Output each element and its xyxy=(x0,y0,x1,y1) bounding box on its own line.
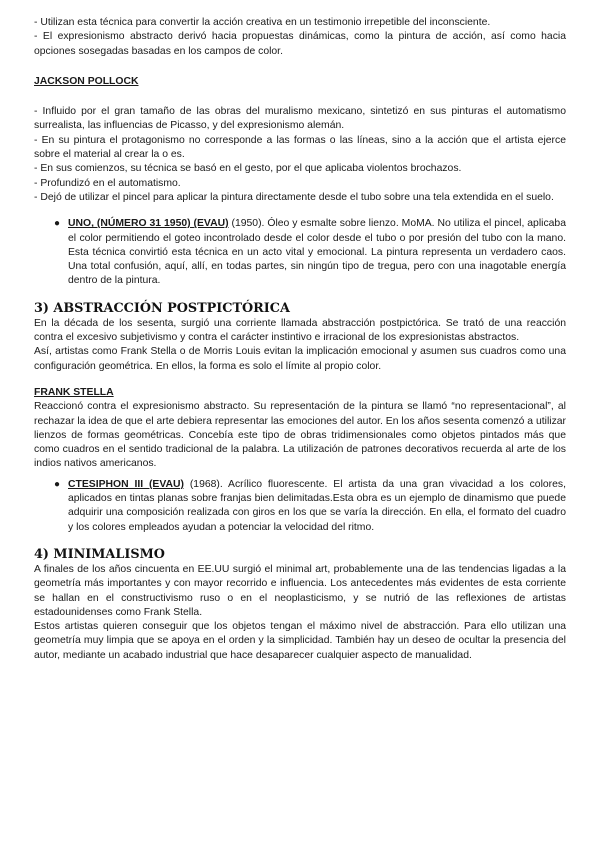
pollock-work-text: ). Óleo y esmalte sobre lienzo. MoMA. No utiliza el pincel, aplicaba el color permitiendo el goteo incontrolado desde el color desde el tubo o por presión del tubo con la mano. Esta técnica convirtió esta técnica en un acto vital y emocional. La pintura representa un verdadero caos. Una total confusión, aquí, allí, en todas partes, sin ningún tipo de tregua, pero con una inagotable energía dentro de la pintura. xyxy=(68,218,566,287)
stella-work-title: CTESIPHON III (EVAU) xyxy=(68,478,184,490)
stella-work-description xyxy=(68,478,566,535)
section-3-paragraph-1: En la década de los sesenta, surgió una corriente llamada abstracción postpictórica. Se trató de una reacción contra el excesivo subjetivismo y contra el carácter instintivo e irracional de los expresionistas abstractos. xyxy=(34,317,566,344)
pollock-point: - En sus comienzos, su técnica se basó en el gesto, por el que aplicaba violentos brochazos. xyxy=(34,163,462,175)
bullet-icon: ● xyxy=(54,218,61,230)
pollock-work-item xyxy=(34,217,566,288)
section-4-heading: 4) MINIMALISMO xyxy=(34,546,165,562)
section-4-paragraph-1: A finales de los años cincuenta en EE.UU surgió el minimal art, probablemente una de las tendencias ligadas a la geometría más importantes y con mayor recorrido e influencia. Los antecedentes más evidentes de esta corriente se hallan en el constructivismo ruso o en el neoplasticismo, y se nutrió de las reflexiones de artistas estadounidenses como Frank Stella. xyxy=(34,563,566,618)
pollock-point: - Dejó de utilizar el pincel para aplicar la pintura directamente desde el tubo sobre una tela extendida en el suelo. xyxy=(34,191,554,203)
stella-heading: FRANK STELLA xyxy=(34,386,114,398)
stella-work-text: (1968). Acrílico fluorescente. El artista da una gran vivacidad a los colores, aplicados en tintas planas sobre franjas bien delimitadas.Esta obra es un ejemplo de dinamismo que puede adquirir una composición realizada con giros en los que se varía la dirección. En ella, el formato del cuadro y los colores empleados ayudan a potenciar la velocidad del ritmo. xyxy=(68,478,566,533)
pollock-heading: JACKSON POLLOCK xyxy=(34,75,139,87)
intro-paragraph-2: - El expresionismo abstracto derivó hacia propuestas dinámicas, como la pintura de acción, así como hacia opciones sosegadas basadas en los campos de color. xyxy=(34,31,566,57)
pollock-work-year: 1950 xyxy=(234,218,259,230)
pollock-point: - Profundizó en el automatismo. xyxy=(34,177,181,189)
pollock-point: - Influido por el gran tamaño de las obras del muralismo mexicano, sintetizó en sus pinturas el automatismo surrealista, las influencias de Picasso, y del expresionismo alemán. xyxy=(34,106,566,132)
section-4-paragraph-2: Estos artistas quieren conseguir que los objetos tengan el máximo nivel de abstracción. Para ello utilizan una geometría muy limpia que se apoya en el orden y la simplicidad. También hay un deseo de ocultar la presencia del autor, mediante un acabado industrial que hace desaparecer cualquier aspecto de manualidad. xyxy=(34,621,566,661)
document-page xyxy=(34,16,566,663)
section-3-paragraph-2: Así, artistas como Frank Stella o de Morris Louis evitan la implicación emocional y asumen sus cuadros como una configuración geométrica. En ellos, la forma es solo el límite al propio color. xyxy=(34,346,566,372)
stella-paragraph: Reaccionó contra el expresionismo abstracto. Su representación de la pintura se llamó “no representacional”, al rechazar la idea de que el arte debiera representar las emociones del autor. En los años sesenta comenzó a utilizar lienzos de formas geométricas. Concebía este tipo de obras tridimensionales como objetos pintados más que como cuadros en el sentido tradicional de la palabra. La utilización de patrones decorativos recuerda al arte de los indios nativos americanos. xyxy=(34,401,566,470)
pollock-work-title: UNO, (NÚMERO 31 1950) (EVAU) xyxy=(68,218,229,230)
pollock-work-description xyxy=(68,217,566,288)
intro-paragraph-1: - Utilizan esta técnica para convertir la acción creativa en un testimonio irrepetible del inconsciente. xyxy=(34,17,491,28)
bullet-icon: ● xyxy=(54,478,61,490)
pollock-work-year-open: ( xyxy=(228,218,235,230)
pollock-point: - En su pintura el protagonismo no corresponde a las formas o las líneas, sino a la acción que el artista ejerce sobre el material al crear la o es. xyxy=(34,134,566,161)
stella-work-item xyxy=(34,478,566,535)
section-3-heading: 3) ABSTRACCIÓN POSTPICTÓRICA xyxy=(34,300,290,316)
